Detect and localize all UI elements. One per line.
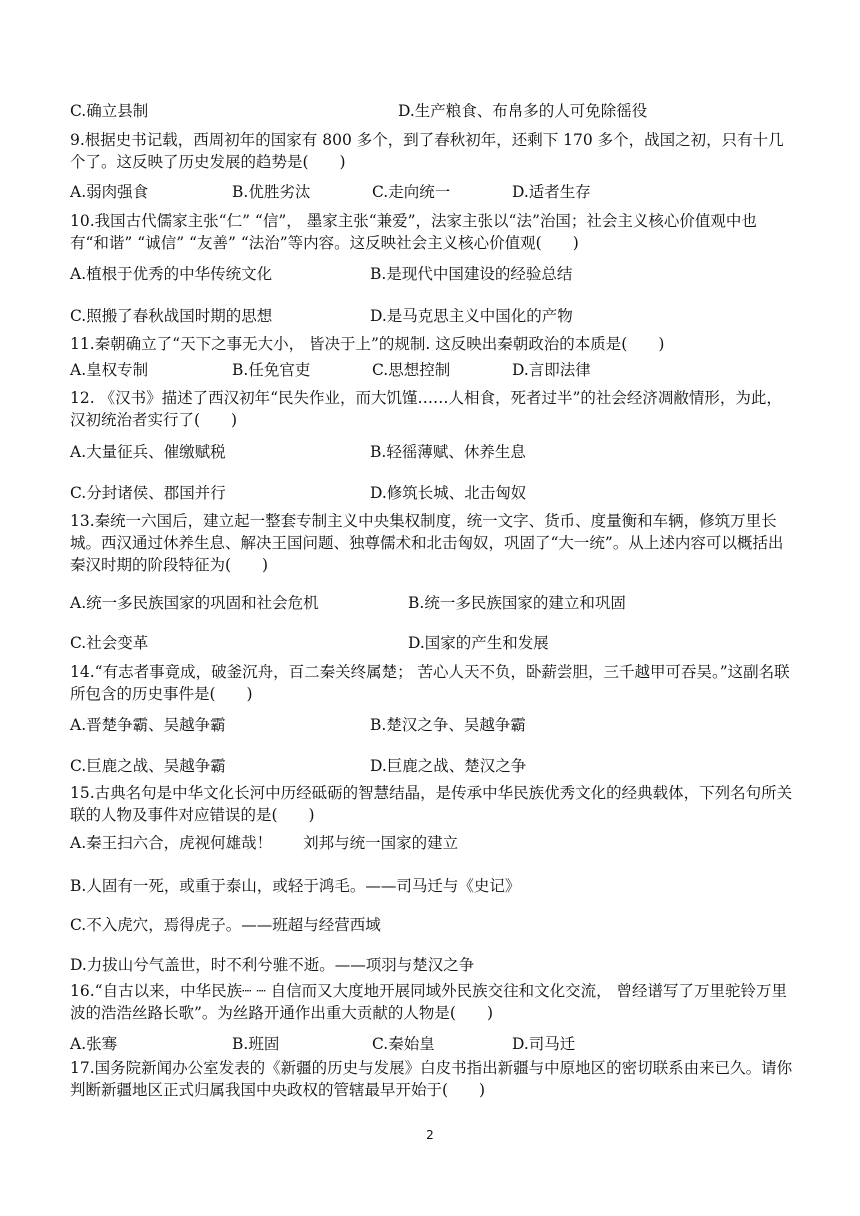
option-d: D.是马克思主义中国化的产物 — [370, 307, 573, 325]
question-9: 9.根据史书记载，西周初年的国家有 800 多个，到了春秋初年，还剩下 170 多个，战国之初，只有十几个了。这反映了历史发展的趋势是( ) — [70, 131, 784, 171]
question-15: 15.古典名句是中华文化长河中历经砥砺的智慧结晶，是传承中华民族优秀文化的经典载体，下列名句所关联的人物及事件对应错误的是( ) — [70, 784, 793, 824]
option-a: A.皇权专制 — [70, 361, 149, 379]
option-d: D.修筑长城、北击匈奴 — [370, 484, 527, 502]
q13-options-ab — [70, 592, 626, 614]
option-c: C.照搬了春秋战国时期的思想 — [70, 307, 273, 325]
q11-options — [70, 359, 591, 381]
option-b: B.楚汉之争、吴越争霸 — [370, 716, 526, 734]
option-d: D.司马迁 — [512, 1035, 576, 1053]
q14-options-ab — [70, 714, 526, 736]
option-b: B.是现代中国建设的经验总结 — [370, 265, 573, 283]
option-a: A.统一多民族国家的巩固和社会危机 — [70, 594, 319, 612]
option-d: D.生产粮食、布帛多的人可免除徭役 — [398, 102, 648, 120]
option-a: A.晋楚争霸、吴越争霸 — [70, 716, 226, 734]
option-d: D.巨鹿之战、楚汉之争 — [370, 757, 527, 775]
q15-option-a: A.秦王扫六合，虎视何雄哉！ 刘邦与统一国家的建立 — [70, 834, 459, 852]
option-c: C.走向统一 — [372, 183, 451, 201]
option-c: C.思想控制 — [372, 361, 451, 379]
option-d: D.适者生存 — [512, 183, 591, 201]
q12-options-ab — [70, 441, 526, 463]
question-16: 16.“自古以来，中华民族┈ ┈ 自信而又大度地开展同域外民族交往和文化交流， 曾经谱写了万里驼铃万里波的浩浩丝路长歌”。为丝路开通作出重大贡献的人物是( ) — [70, 982, 788, 1022]
q15-option-b: B.人固有一死，或重于泰山，或轻于鸿毛。——司马迁与《史记》 — [70, 877, 521, 895]
option-b: B.优胜劣汰 — [232, 183, 311, 201]
q12-options-cd — [70, 482, 526, 504]
option-c: C.分封诸侯、郡国并行 — [70, 484, 226, 502]
question-13: 13.秦统一六国后，建立起一整套专制主义中央集权制度，统一文字、货币、度量衡和车辆，修筑万里长城。西汉通过休养生息、解决王国问题、独尊儒术和北击匈奴，巩固了“大一统”。从上述内容可以概括出秦汉时期的阶段特征为( ) — [70, 512, 784, 574]
option-a: A.张骞 — [70, 1035, 118, 1053]
q16-options — [70, 1033, 575, 1055]
q13-options-cd — [70, 632, 549, 654]
page-number: 2 — [426, 1128, 434, 1142]
option-a: A.弱肉强食 — [70, 183, 149, 201]
option-a: A.植根于优秀的中华传统文化 — [70, 265, 273, 283]
q15-option-c: C.不入虎穴，焉得虎子。——班超与经营西域 — [70, 916, 381, 934]
question-11: 11.秦朝确立了“天下之事无大小， 皆决于上”的规制. 这反映出秦朝政治的本质是( ) — [70, 335, 665, 353]
option-d: D.言即法律 — [512, 361, 591, 379]
option-a: A.大量征兵、催缴赋税 — [70, 443, 226, 461]
q10-options-cd — [70, 305, 573, 327]
option-c: C.秦始皇 — [372, 1035, 435, 1053]
question-12: 12. 《汉书》描述了西汉初年“民失作业，而大饥馑……人相食，死者过半”的社会经济凋敝情形，为此，汉初统治者实行了( ) — [70, 389, 782, 429]
q8-options-cd — [70, 100, 647, 122]
option-b: B.班固 — [232, 1035, 280, 1053]
q10-options-ab — [70, 263, 572, 285]
question-17: 17.国务院新闻办公室发表的《新疆的历史与发展》白皮书指出新疆与中原地区的密切联系由来已久。请你判断新疆地区正式归属我国中央政权的管辖最早开始于( ) — [70, 1059, 793, 1099]
question-10: 10.我国古代儒家主张“仁” “信”， 墨家主张“兼爱”，法家主张以“法”治国；社会主义核心价值观中也有“和谐” “诚信” “友善” “法治”等内容。这反映社会主义核心价值观( ) — [70, 212, 757, 252]
option-d: D.国家的产生和发展 — [408, 634, 549, 652]
q14-options-cd — [70, 755, 526, 777]
option-c: C.社会变革 — [70, 634, 149, 652]
option-c: C.巨鹿之战、吴越争霸 — [70, 757, 226, 775]
option-b: B.任免官吏 — [232, 361, 311, 379]
question-14: 14.“有志者事竟成，破釜沉舟，百二秦关终属楚； 苦心人天不负，卧薪尝胆，三千越甲可吞吴。”这副名联所包含的历史事件是( ) — [70, 663, 790, 703]
q15-option-d: D.力拔山兮气盖世，时不利兮骓不逝。——项羽与楚汉之争 — [70, 956, 475, 974]
option-c: C.确立县制 — [70, 102, 149, 120]
option-b: B.统一多民族国家的建立和巩固 — [408, 594, 626, 612]
q9-options — [70, 181, 591, 203]
option-b: B.轻徭薄赋、休养生息 — [370, 443, 526, 461]
